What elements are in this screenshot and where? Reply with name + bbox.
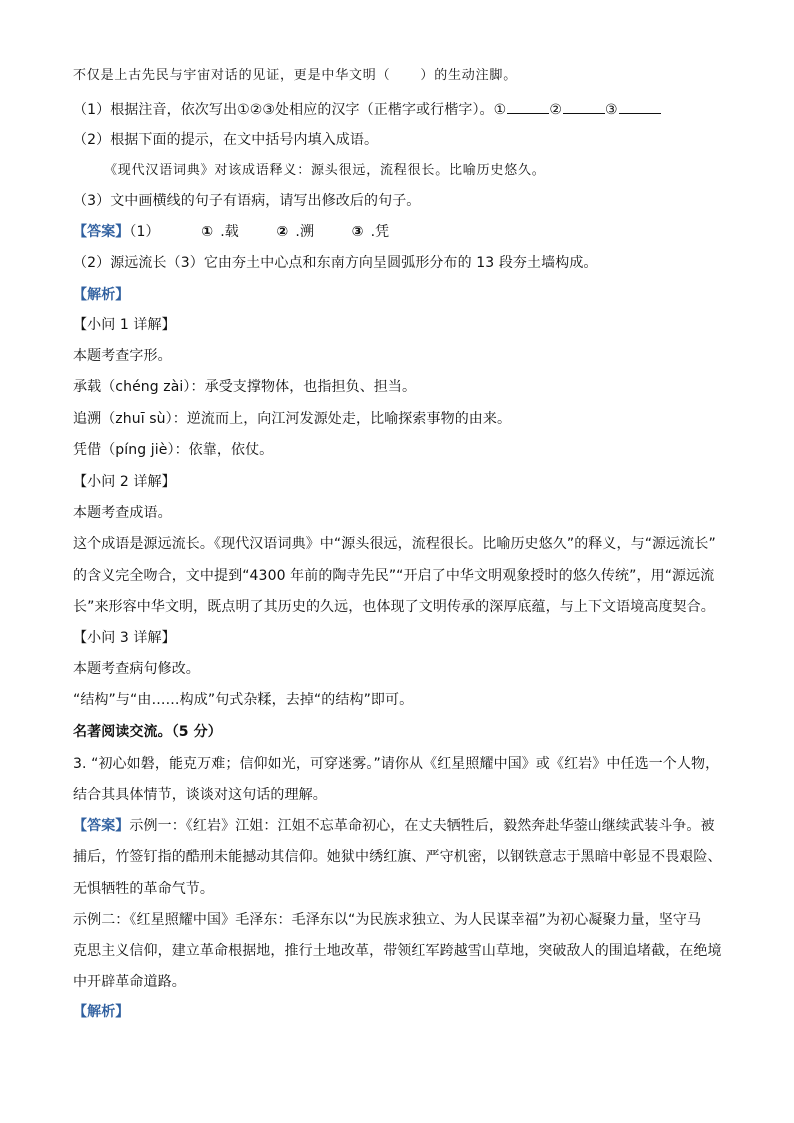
- answer-blank-2: [563, 99, 605, 114]
- sub-question-3-heading: 【小问 3 详解】: [73, 630, 176, 646]
- question-1-text: （1）根据注音，依次写出①②③处相应的汉字（正楷字或行楷字）。①: [73, 102, 507, 118]
- question-3-line-2: 结合其具体情节，谈谈对这句话的理解。: [73, 787, 327, 803]
- answer-example-2-line-1: 示例二：《红星照耀中国》毛泽东：毛泽东以“为民族求独立、为人民谋幸福”为初心凝聚力量，坚守马: [73, 912, 702, 928]
- question-1: [73, 99, 763, 120]
- word-explanation-2: 追溯（zhuī sù）：逆流而上，向江河发源处走，比喻探索事物的由来。: [73, 411, 512, 427]
- idiom-explanation-line-1: 这个成语是源远流长。《现代汉语词典》中“源头很远，流程很长。比喻历史悠久”的释义，与“源远流长”: [73, 536, 716, 552]
- section-heading-classic-reading: 名著阅读交流。（5 分）: [73, 724, 222, 740]
- circled-number-2: ②: [276, 224, 289, 240]
- blank-3-number: ③: [604, 102, 618, 118]
- circled-number-3: ③: [351, 224, 364, 240]
- answer-tag: 【答案】: [73, 224, 130, 240]
- sub-question-3-topic: 本题考查病句修改。: [73, 661, 200, 677]
- example-1-text: 示例一：《红岩》江姐：江姐不忘革命初心，在丈夫牺牲后，毅然奔赴华蓥山继续武装斗争。被: [129, 818, 715, 834]
- passage-text-b: ）的生动注脚。: [420, 68, 518, 83]
- answer-example-2-line-3: 中开辟革命道路。: [73, 974, 186, 990]
- sentence-correction-explanation: “结构”与“由……构成”句式杂糅，去掉“的结构”即可。: [73, 692, 414, 708]
- sub-question-2-heading: 【小问 2 详解】: [73, 474, 176, 490]
- sub-question-1-heading: 【小问 1 详解】: [73, 317, 176, 333]
- answer-char-3: .凭: [370, 224, 390, 240]
- answer-line-2: （2）源远流长（3）它由夯土中心点和东南方向呈圆弧形分布的 13 段夯土墙构成。: [73, 255, 598, 271]
- answer-char-1: .载: [220, 224, 239, 240]
- answer-char-2: .溯: [295, 224, 315, 240]
- answer-example-1-line-2: 捕后，竹签钉指的酷刑未能撼动其信仰。她狱中绣红旗、严守机密，以钢铁意志于黑暗中彰显不畏艰险、: [73, 849, 722, 865]
- sub-question-2-topic: 本题考查成语。: [73, 505, 172, 521]
- question-3: （3）文中画横线的句子有语病，请写出修改后的句子。: [73, 193, 421, 209]
- answer-blank-3: [619, 99, 661, 114]
- question-3-line-1: 3. “初心如磐，能克万难；信仰如光，可穿迷雾。”请你从《红星照耀中国》或《红岩》中任选一个人物，: [73, 756, 720, 772]
- sub-question-1-topic: 本题考查字形。: [73, 348, 172, 364]
- analysis-tag-2: 【解析】: [73, 1004, 130, 1020]
- answer-example-1-line-1: [73, 816, 763, 836]
- answer-example-1-line-3: 无惧牺牲的革命气节。: [73, 881, 214, 897]
- analysis-tag: 【解析】: [73, 287, 130, 303]
- idiom-explanation-line-3: 长”来形容中华文明，既点明了其历史的久远，也体现了文明传承的深厚底蕴，与上下文语境高度契合。: [73, 599, 715, 615]
- answer-tag-2: 【答案】: [73, 818, 130, 834]
- answer-part-1-label: （1）: [129, 224, 160, 240]
- word-explanation-1: 承载（chéng zài）：承受支撑物体，也指担负、担当。: [73, 379, 417, 395]
- dictionary-hint: 《现代汉语词典》对该成语释义：源头很远，流程很长。比喻历史悠久。: [104, 163, 546, 178]
- answer-example-2-line-2: 克思主义信仰，建立革命根据地，推行土地改革，带领红军跨越雪山草地，突破敌人的围追堵截，在绝境: [73, 943, 722, 959]
- word-explanation-3: 凭借（píng jiè）：依靠，依仗。: [73, 442, 274, 458]
- idiom-explanation-line-2: 的含义完全吻合，文中提到“4300 年前的陶寺先民”“开启了中华文明观象授时的悠久传统”，用“源远流: [73, 568, 715, 584]
- answer-blank-1: [507, 99, 549, 114]
- question-2: （2）根据下面的提示，在文中括号内填入成语。: [73, 132, 379, 148]
- passage-last-line: [73, 66, 763, 86]
- answer-line-1: [73, 222, 763, 242]
- circled-number-1: ①: [201, 224, 214, 240]
- blank-2-number: ②: [549, 102, 562, 118]
- passage-text-a: 不仅是上古先民与宇宙对话的见证，更是中华文明（: [73, 68, 391, 83]
